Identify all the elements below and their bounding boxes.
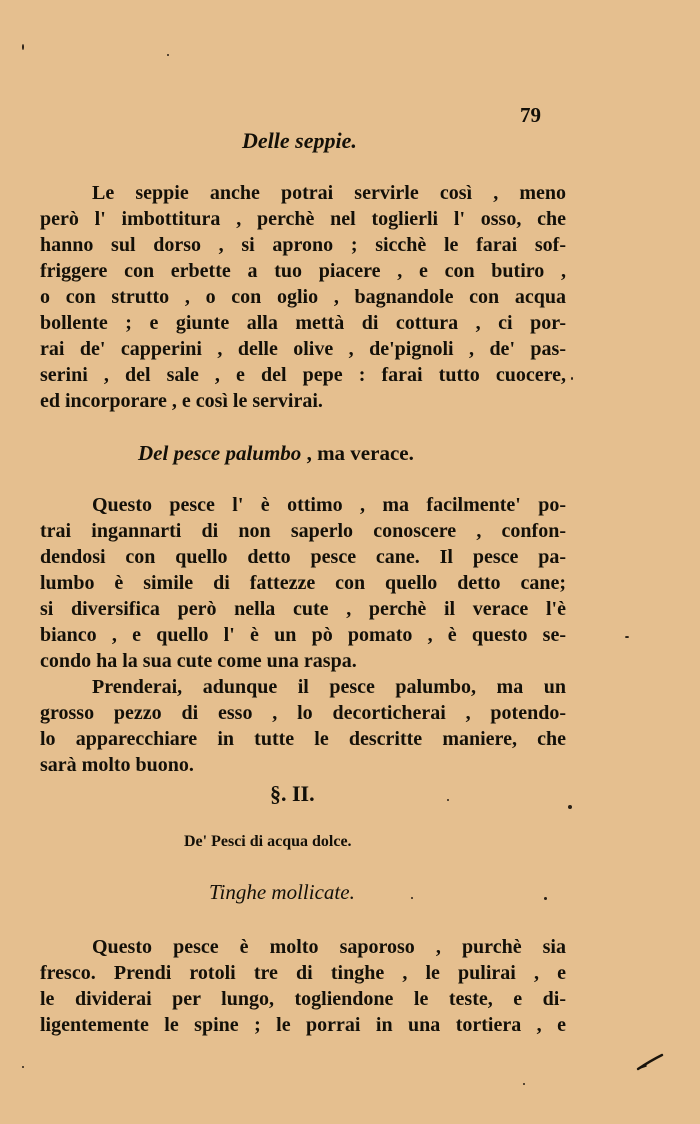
text-line: dendosi con quello detto pesce cane. Il pesce pa- <box>40 546 566 568</box>
text-line: condo ha la sua cute come una raspa. <box>40 650 357 672</box>
scan-speck <box>571 377 573 380</box>
scan-speck <box>22 44 24 50</box>
text-line: rai de' capperini , delle olive , de'pignoli , de' pas- <box>40 338 566 360</box>
text-line: però l' imbottitura , perchè nel toglierli l' osso, che <box>40 208 566 230</box>
scan-speck <box>625 636 629 638</box>
paragraph-palumbo-2 <box>40 674 566 778</box>
heading-seppie: Delle seppie. <box>242 128 357 153</box>
text-line: le dividerai per lungo, togliendone le teste, e di- <box>40 988 566 1010</box>
paragraph-palumbo-1 <box>40 492 566 674</box>
scan-speck <box>568 805 572 809</box>
page-number: 79 <box>520 103 541 127</box>
text-line: Prenderai, adunque il pesce palumbo, ma un <box>92 676 566 698</box>
text-line: hanno sul dorso , si aprono ; sicchè le farai sof- <box>40 234 566 256</box>
text-line: trai ingannarti di non saperlo conoscere , confon- <box>40 520 566 542</box>
heading-palumbo <box>138 441 414 466</box>
text-line: Questo pesce è molto saporoso , purchè sia <box>92 936 566 958</box>
text-line: friggere con erbette a tuo piacere , e con butiro , <box>40 260 566 282</box>
paragraph-seppie <box>40 180 566 414</box>
text-line: bollente ; e giunte alla mettà di cottura , ci por- <box>40 312 566 334</box>
ink-mark-icon <box>636 1053 664 1071</box>
text-line: Questo pesce l' è ottimo , ma facilmente' po- <box>92 494 566 516</box>
text-line: grosso pezzo di esso , lo decorticherai , potendo- <box>40 702 566 724</box>
text-line: bianco , e quello l' è un pò pomato , è questo se- <box>40 624 566 646</box>
scan-speck <box>167 54 169 56</box>
heading-tinghe: Tinghe mollicate. <box>209 880 355 904</box>
scan-speck <box>411 897 413 899</box>
text-line: ligentemente le spine ; le porrai in una tortiera , e <box>40 1014 566 1036</box>
text-line: ed incorporare , e così le servirai. <box>40 390 323 412</box>
heading-palumbo-roman: , ma verace. <box>306 441 414 465</box>
section-number: §. II. <box>270 781 315 806</box>
scan-speck <box>447 799 449 801</box>
text-line: sarà molto buono. <box>40 754 194 776</box>
text-line: lo apparecchiare in tutte le descritte maniere, che <box>40 728 566 750</box>
subsection-title: De' Pesci di acqua dolce. <box>184 833 352 850</box>
text-line: si diversifica però nella cute , perchè il verace l'è <box>40 598 566 620</box>
text-line: lumbo è simile di fattezze con quello detto cane; <box>40 572 566 594</box>
text-line: o con strutto , o con oglio , bagnandole con acqua <box>40 286 566 308</box>
scan-speck <box>523 1083 525 1085</box>
paragraph-tinghe <box>40 934 566 1038</box>
scan-speck <box>544 897 547 900</box>
text-line: serini , del sale , e del pepe : farai tutto cuocere, <box>40 364 566 386</box>
scan-speck <box>22 1066 24 1068</box>
text-line: fresco. Prendi rotoli tre di tinghe , le pulirai , e <box>40 962 566 984</box>
heading-palumbo-italic: Del pesce palumbo <box>138 441 302 465</box>
text-line: Le seppie anche potrai servirle così , meno <box>92 182 566 204</box>
